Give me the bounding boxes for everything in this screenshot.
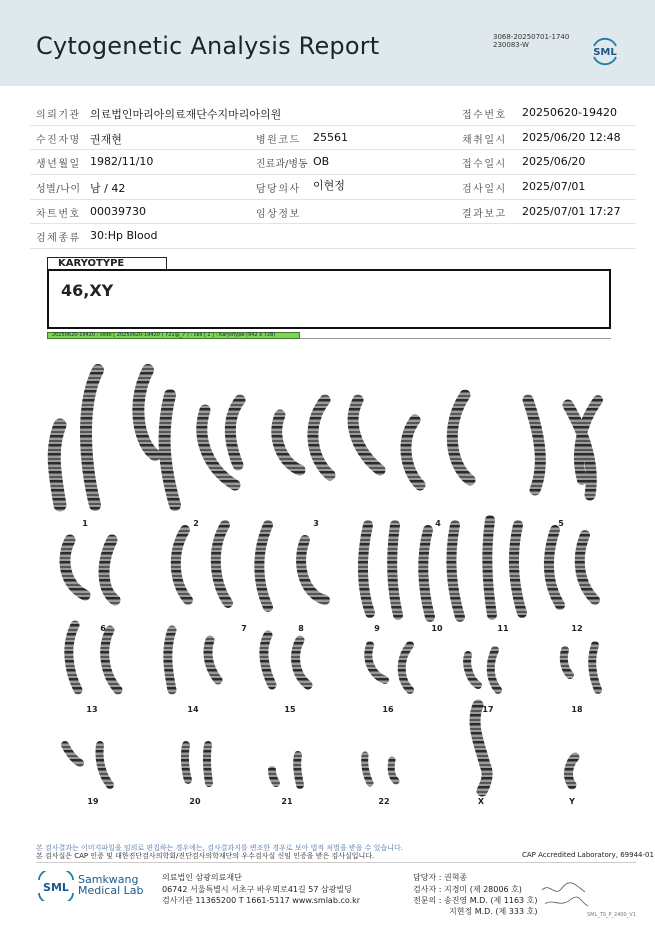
chromosome-label-3: 3 xyxy=(313,519,319,528)
chromosome-3b xyxy=(230,400,240,465)
samkwang-logo-text: SML xyxy=(43,881,69,894)
chromosome-label-1: 1 xyxy=(82,519,88,528)
karyotype-tab: KARYOTYPE xyxy=(47,257,167,269)
info-label: 진료과/병동 xyxy=(256,159,308,171)
chromosome-label-12: 12 xyxy=(571,624,583,633)
chromosome-label-group xyxy=(82,519,583,806)
report-title: Cytogenetic Analysis Report xyxy=(36,32,380,60)
chromosome-16b xyxy=(208,640,218,680)
staff-examiner: 검사자 : 지경미 (제 28006 호) xyxy=(413,885,522,894)
chromosome-10b xyxy=(301,540,325,600)
info-label: 접수일시 xyxy=(462,159,507,171)
info-value: 남 / 42 xyxy=(90,182,126,196)
info-label: 차트번호 xyxy=(36,208,81,220)
chromosome-group xyxy=(54,370,598,791)
chromosome-15b xyxy=(105,630,118,690)
info-row xyxy=(30,200,636,225)
chromosome-label-20: 20 xyxy=(189,797,201,806)
chromosome-18b xyxy=(402,645,410,690)
chromosome-label-19: 19 xyxy=(87,797,99,806)
info-value: OB xyxy=(313,155,330,169)
chromosome-16a xyxy=(168,630,172,690)
chromosome-4a xyxy=(277,415,300,470)
info-row xyxy=(30,126,636,151)
info-label: 담당의사 xyxy=(256,184,301,196)
info-label: 검사일시 xyxy=(462,184,507,196)
caption-divider xyxy=(300,338,611,339)
chromosome-19b xyxy=(491,650,498,690)
signature-icon xyxy=(540,880,590,910)
info-label: 병원코드 xyxy=(256,134,301,146)
form-code: SML_TS_P_2400_V1 xyxy=(587,912,636,918)
chromosome-label-7: 7 xyxy=(241,624,247,633)
chromosome-23b xyxy=(297,755,300,785)
info-value: 이현정 xyxy=(313,179,345,193)
chromosome-label-16: 16 xyxy=(382,705,394,714)
info-value: 25561 xyxy=(313,130,348,144)
chromosome-21a xyxy=(65,745,80,763)
brand-name xyxy=(78,874,144,896)
chromosome-1a xyxy=(54,425,60,505)
chromosome-label-18: 18 xyxy=(571,705,583,714)
chromosome-1b xyxy=(86,370,98,505)
staff-in-charge: 담당자 : 권혁종 xyxy=(413,873,468,882)
chromosome-24a xyxy=(365,755,370,783)
chromosome-6b xyxy=(528,400,540,490)
chromosome-14a xyxy=(549,530,560,605)
chromosome-23a xyxy=(272,770,276,783)
footer-divider xyxy=(36,862,636,863)
info-label: 결과보고 xyxy=(462,208,507,220)
disclaimer-note: 본 검사결과는 이미지파일을 임의로 편집하는 경우에는, 검사결과지를 변조한 경우로 보아 법적 처벌을 받을 수 있습니다. xyxy=(36,844,403,852)
info-label: 수진자명 xyxy=(36,134,81,146)
info-row xyxy=(30,175,636,200)
chromosome-x xyxy=(475,705,487,791)
chromosome-label-9: 9 xyxy=(374,624,380,633)
chromosome-22a xyxy=(185,745,188,780)
info-value: 2025/07/01 xyxy=(522,180,586,194)
info-value: 권재현 xyxy=(90,132,122,146)
staff-specialist: 전문의 : 송진영 M.D. (제 1163 호) xyxy=(413,896,538,905)
report-header xyxy=(0,0,655,86)
chromosome-12b xyxy=(451,525,460,617)
chromosome-label-13: 13 xyxy=(86,705,98,714)
chromosome-17b xyxy=(296,640,308,685)
karyotype-result-box xyxy=(47,269,611,329)
chromosome-13a xyxy=(487,520,492,615)
chromosome-label-10: 10 xyxy=(431,624,443,633)
chromosome-18a xyxy=(368,645,385,680)
lab-name: 의료법인 삼광의료재단 xyxy=(162,873,242,882)
chromosome-9a xyxy=(176,530,188,600)
brand-line1: Samkwang xyxy=(78,873,139,886)
info-value: 1982/11/10 xyxy=(90,155,154,169)
chromosome-15a xyxy=(69,625,78,690)
chromosome-2b xyxy=(165,395,175,505)
chromosome-11b xyxy=(392,525,398,615)
chromosome-20a xyxy=(564,650,570,675)
lab-contact: 검사기관 11365200 T 1661-5117 www.smlab.co.kr xyxy=(162,896,361,905)
info-label: 임상정보 xyxy=(256,208,301,220)
info-label: 채취일시 xyxy=(462,134,507,146)
sml-logo-icon xyxy=(590,36,620,66)
info-label: 성별/나이 xyxy=(36,184,81,196)
chromosome-10a xyxy=(259,525,268,607)
chromosome-label-x: X xyxy=(477,797,485,806)
report-code-line2: 230083-W xyxy=(493,41,529,49)
info-label: 접수번호 xyxy=(462,110,507,121)
chromosome-9b xyxy=(216,525,228,603)
chromosome-label-5: 5 xyxy=(558,519,564,528)
chromosome-label-17: 17 xyxy=(482,705,494,714)
chromosome-label-15: 15 xyxy=(284,705,296,714)
info-label: 검체종류 xyxy=(36,233,81,245)
cap-accreditation: CAP Accredited Laboratory, 69944-01 xyxy=(522,851,654,859)
chromosome-17a xyxy=(264,635,272,685)
chromosome-label-y: Y xyxy=(569,797,575,806)
chromosome-11a xyxy=(363,525,370,613)
chromosome-label-21: 21 xyxy=(281,797,293,806)
chromosome-14b xyxy=(580,535,595,600)
samkwang-logo-icon xyxy=(36,871,76,901)
chromosome-13b xyxy=(514,525,522,613)
chromosome-20b xyxy=(592,645,598,690)
chromosome-label-14: 14 xyxy=(187,705,199,714)
karyogram-image xyxy=(0,345,655,815)
info-value: 2025/06/20 xyxy=(522,155,586,169)
chromosome-5b xyxy=(406,420,420,485)
info-value: 20250620-19420 xyxy=(522,106,617,119)
info-value: 00039730 xyxy=(90,204,146,218)
staff-specialist-2: 지현정 M.D. (제 333 호) xyxy=(449,907,538,916)
info-value: 2025/07/01 17:27 xyxy=(522,204,621,218)
info-row xyxy=(30,224,636,249)
info-row xyxy=(30,101,636,126)
chromosome-8a xyxy=(65,540,85,595)
chromosome-4b xyxy=(313,400,330,475)
chromosome-12a xyxy=(423,530,430,617)
sml-logo-text: SML xyxy=(593,47,617,58)
chromosome-label-11: 11 xyxy=(497,624,509,633)
info-label: 의뢰기관 xyxy=(36,110,81,121)
chromosome-21b xyxy=(99,745,110,785)
chromosome-5a xyxy=(353,400,380,470)
chromosome-label-6: 6 xyxy=(100,624,106,633)
chromosome-label-22: 22 xyxy=(378,797,390,806)
brand-line2: Medical Lab xyxy=(78,884,144,897)
chromosome-y xyxy=(568,757,575,785)
karyotype-value: 46,XY xyxy=(61,281,114,300)
chromosome-8b xyxy=(104,540,115,600)
info-label: 생년월일 xyxy=(36,159,81,171)
lab-address: 06742 서울특별시 서초구 바우뫼로41길 57 삼광빌딩 xyxy=(162,885,352,894)
chromosome-label-2: 2 xyxy=(193,519,199,528)
chromosome-6a xyxy=(452,395,470,480)
info-row xyxy=(30,150,636,175)
accreditation-note: 본 검사실은 CAP 인증 및 대한진단검사의학회/진단검사의학재단의 우수검사실 신임 인증을 받은 검사실입니다. xyxy=(36,852,375,860)
chromosome-24b xyxy=(391,760,396,781)
info-value: 2025/06/20 12:48 xyxy=(522,130,621,144)
info-value: 30:Hp Blood xyxy=(90,229,158,243)
chromosome-label-4: 4 xyxy=(435,519,441,528)
chromosome-22b xyxy=(207,745,209,783)
info-value: 의료법인마리아의료재단수지마리아의원 xyxy=(90,108,282,121)
patient-info-table xyxy=(30,101,636,249)
image-caption: 20250620-19420 : slide [ 20250620-19420 ( 721@_7 ) : cell [ 2 ] : Karyotype (942 x 728) xyxy=(52,332,276,338)
report-code-line1: 3068-20250701-1740 xyxy=(493,33,570,41)
chromosome-19a xyxy=(467,655,478,685)
chromosome-2a xyxy=(138,370,155,455)
chromosome-label-8: 8 xyxy=(298,624,304,633)
